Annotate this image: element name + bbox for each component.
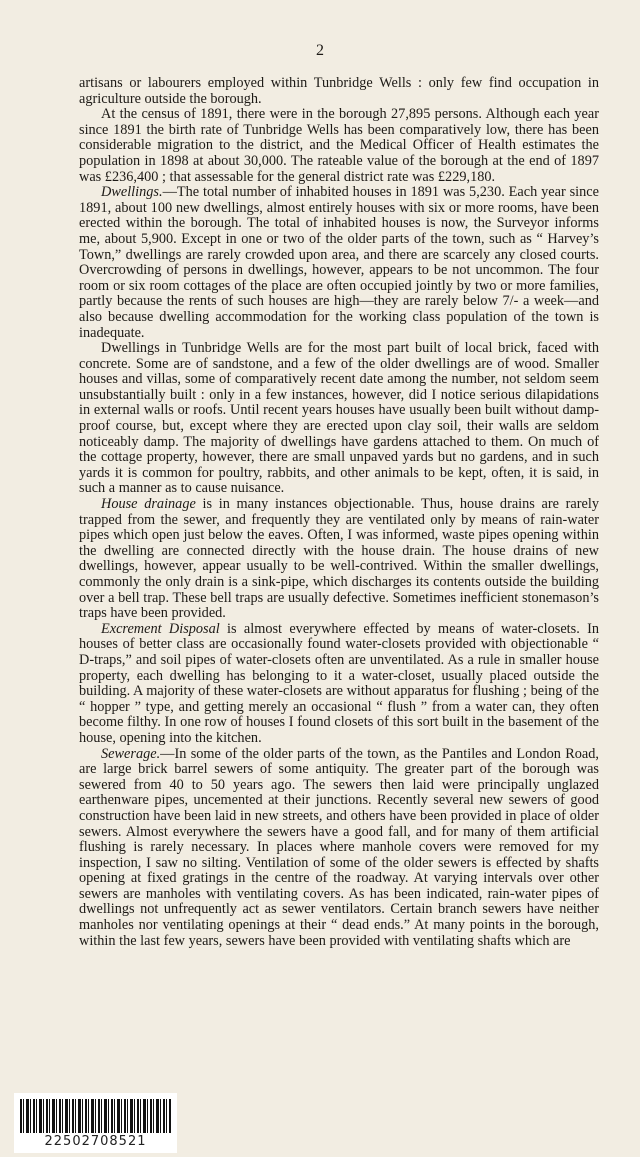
barcode-label [14, 1093, 177, 1153]
paragraph: At the census of 1891, there were in the borough 27,895 persons. Although each year since 1891 the birth rate of Tunbridge Wells has been comparatively low, there has been considerable migration to the district, and the Medical Officer of Health estimates the population in 1898 at about 30,000. The rateable value of the borough at the end of 1897 was £236,400 ; that assessable for the general district rate was £229,180. [79, 106, 599, 185]
paragraph: Dwellings.—The total number of inhabited houses in 1891 was 5,230. Each year since 1891, about 100 new dwellings, almost entirely houses with six or more rooms, have been erected within the borough. The total of inhabited houses is now, the Surveyor informs me, about 5,900. Except in one or two of the older parts of the town, such as “ Harvey’s Town,” dwellings are rarely crowded upon area, and there are scarcely any closed courts. Overcrowding of persons in dwellings, however, appears to be not uncommon. The four room or six room cottages of the place are often occupied jointly by two or more families, partly because the rents of such houses are high—they are rarely below 7/- a week—and also because dwelling accommodation for the working class population of the town is inadequate. [79, 184, 599, 341]
paragraph: artisans or labourers employed within Tunbridge Wells : only few find occupation in agriculture outside the borough. [79, 75, 599, 107]
section-heading: Dwellings. [101, 184, 163, 201]
section-heading: Excrement Disposal [101, 620, 220, 637]
paragraph: House drainage is in many instances objectionable. Thus, house drains are rarely trapped from the sewer, and frequently they are ventilated only by means of rain-water pipes which open just below the eaves. Often, I was informed, waste pipes opening within the dwelling are connected directly with the house drain. The house drains of new dwellings, however, appear usually to be well-contrived. Within the smaller dwellings, commonly the only drain is a sink-pipe, which discharges its contents outside the building over a bell trap. These bell traps are usually defective. Sometimes inefficient stonemason’s traps have been provided. [79, 496, 599, 622]
barcode-number: 22502708521 [44, 1134, 147, 1149]
paragraph: Dwellings in Tunbridge Wells are for the most part built of local brick, faced with concrete. Some are of sandstone, and a few of the older dwellings are of wood. Smaller houses and villas, some of comparatively recent date among the number, not seldom seem unsubstantially built : only in a few instances, however, did I notice serious dilapidations in external walls or roofs. Until recent years houses have usually been built without damp-proof course, but, except where they are erected upon clay soil, their walls are seldom noticeably damp. The majority of dwellings have gardens attached to them. On much of the cottage property, however, there are small unpaved yards but no gardens, and in such yards it is common for poultry, rabbits, and other animals to be kept, often, it is said, in such a manner as to cause nuisance. [79, 340, 599, 497]
paragraph: Sewerage.—In some of the older parts of the town, as the Pantiles and London Road, are large brick barrel sewers of some antiquity. The greater part of the borough was sewered from 40 to 50 years ago. The sewers then laid were principally unglazed earthenware pipes, uncemented at their junctions. Recently several new sewers of good construction have been laid in new streets, and others have been provided in place of older sewers. Almost everywhere the sewers have a good fall, and for many of them artificial flushing is rarely necessary. In places where manhole covers were removed for my inspection, I saw no silting. Ventilation of some of the older sewers is effected by shafts opening at fixed gratings in the centre of the roadway. At varying intervals over other sewers are manholes with ventilating covers. As has been indicated, rain-water pipes of dwellings not unfrequently act as sewer ventilators. Certain branch sewers have neither manholes nor ventilating openings at their “ dead ends.” At many points in the borough, within the last few years, sewers have been provided with ventilating shafts which are [79, 745, 599, 949]
document-body [79, 76, 599, 949]
section-heading: House drainage [101, 496, 196, 513]
barcode-icon [20, 1099, 171, 1133]
page-number: 2 [316, 42, 324, 59]
paragraph: Excrement Disposal is almost everywhere effected by means of water-closets. In houses of better class are occasionally found water-closets provided with objectionable “ D-traps,” and soil pipes of water-closets often are unventilated. As a rule in smaller house property, each dwelling has belonging to it a water-closet, usually placed outside the building. A majority of these water-closets are without apparatus for flushing ; being of the “ hopper ” type, and getting merely an occasional “ flush ” from a water can, they often become filthy. In one row of houses I found closets of this sort built in the basement of the house, opening into the kitchen. [79, 620, 599, 746]
section-heading: Sewerage. [101, 745, 161, 762]
